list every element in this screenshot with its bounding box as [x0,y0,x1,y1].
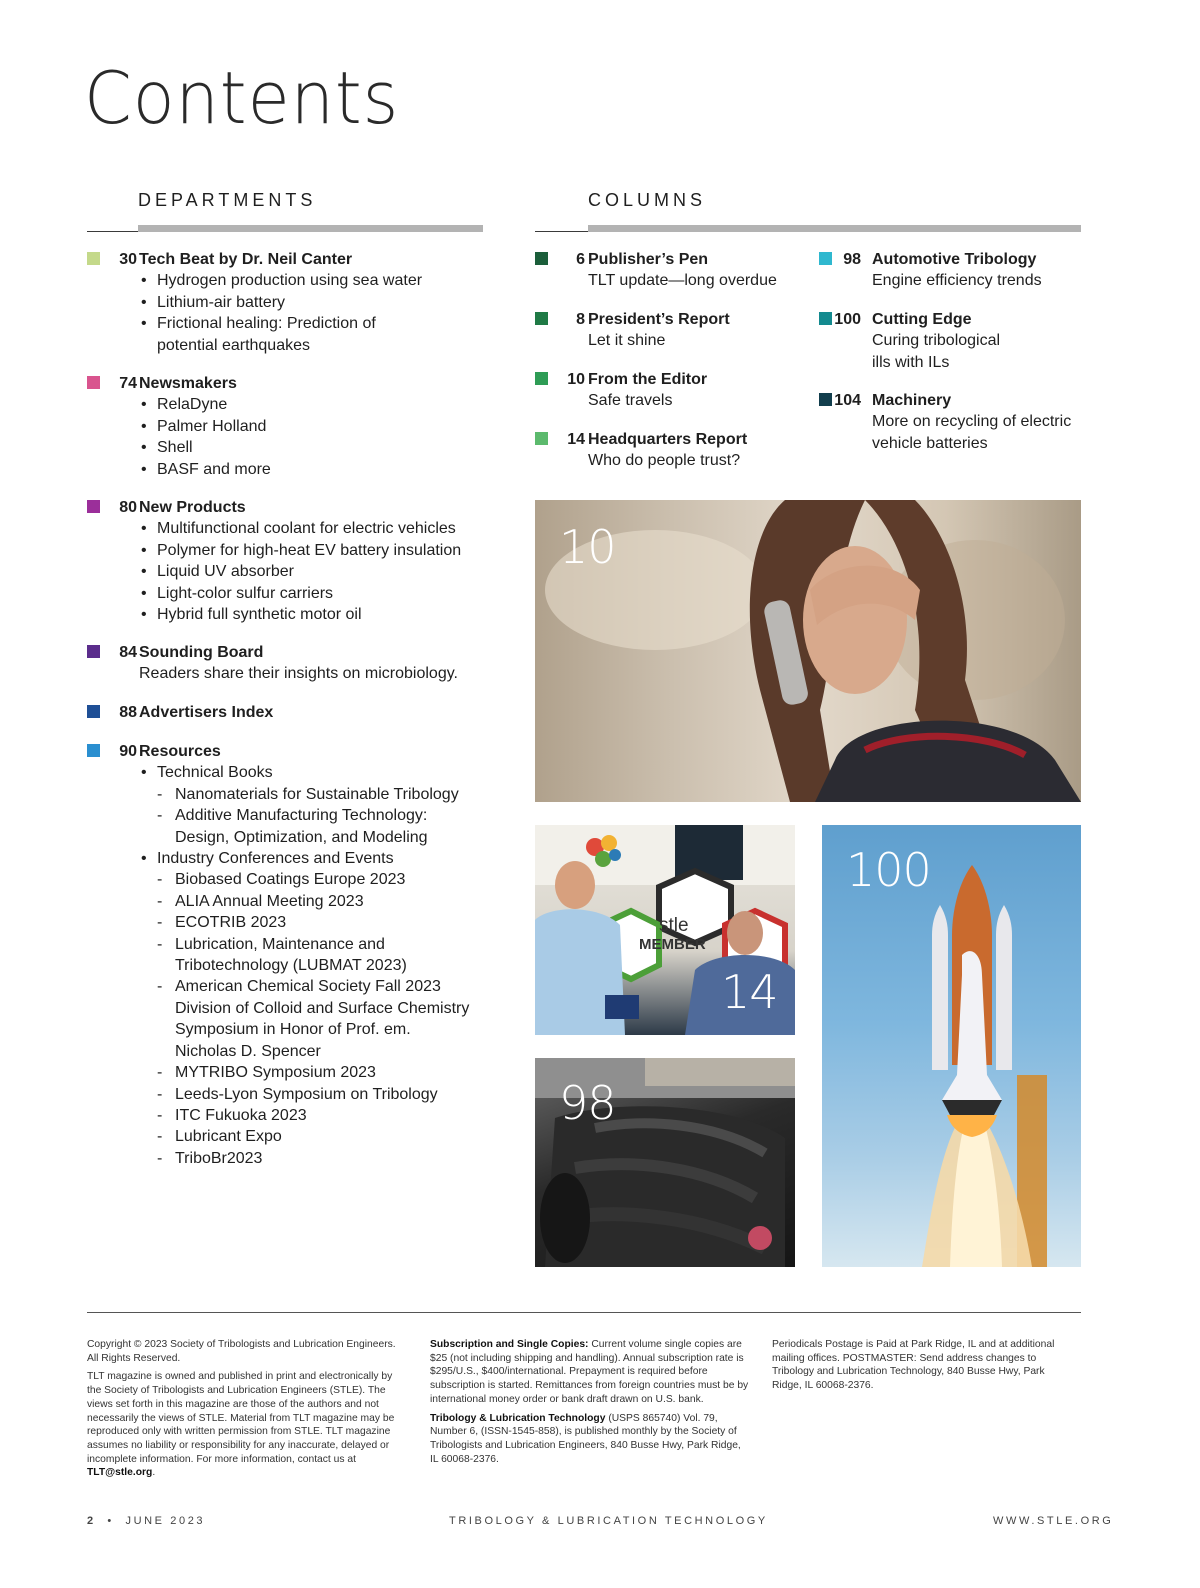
photo-page-number: 100 [846,843,931,897]
departments-rule-bar [138,225,483,232]
department-entry-tech-beat[interactable] [87,249,487,356]
sub-list-item-continued: Nicholas D. Spencer [175,1042,321,1060]
page-number: 98 [843,251,861,268]
page-number: 8 [576,311,585,328]
entry-description: More on recycling of electric [872,413,1072,431]
page-number: 80 [119,499,137,516]
sub-list-item: - Additive Manufacturing Technology: [139,805,487,826]
entry-description: Curing tribological [872,332,1001,350]
color-swatch [819,252,832,265]
sub-list-item: - Biobased Coatings Europe 2023 [139,869,487,890]
subscription-info [430,1338,750,1471]
folio-left [87,1515,205,1527]
list-item: • Shell [139,437,487,458]
list-item: • Hydrogen production using sea water [139,270,487,291]
entry-title: Publisher’s Pen [588,251,709,268]
color-swatch [87,744,100,757]
entry-title: Tech Beat by Dr. Neil Canter [139,251,353,268]
color-swatch [535,372,548,385]
photo-engine-bay [535,1058,795,1267]
department-entry-new-products[interactable] [87,497,487,625]
folio-magazine-name: TRIBOLOGY & LUBRICATION TECHNOLOGY [449,1515,768,1527]
entry-description: ills with ILs [872,353,950,371]
copyright-line: Copyright © 2023 Society of Tribologists and Lubrication Engineers. All Rights Reserved. [87,1339,396,1364]
page-number: 14 [567,431,585,448]
column-entry-from-the-editor[interactable] [535,369,795,412]
color-swatch [819,393,832,406]
copyright-body: TLT magazine is owned and published in print and electronically by the Society of Tribologists and Lubrication Engineers (STLE). The views set forth in this magazine are those of the authors and not necessarily the views of STLE. Material from TLT magazine may be reproduced only with written permission from STLE. TLT magazine assumes no liability or responsibility for any inaccurate, delayed or incomplete information. For more information, contact us at TLT@stle.org. [87,1371,395,1479]
color-swatch [535,312,548,325]
entry-title: Headquarters Report [588,431,748,448]
list-item: • Polymer for high-heat EV battery insulation [139,540,487,561]
department-entry-resources[interactable] [87,741,487,1169]
entry-description: Readers share their insights on microbiology. [139,665,458,683]
list-item: • Lithium-air battery [139,292,487,313]
member-sign-text: MEMBER [639,936,706,953]
page-number: 74 [119,375,137,392]
sub-list-item: - MYTRIBO Symposium 2023 [139,1062,487,1083]
entry-title: Automotive Tribology [872,251,1037,268]
entry-description: TLT update—long overdue [588,272,777,290]
color-swatch [87,252,100,265]
list-item: • RelaDyne [139,394,487,415]
list-item: • Technical Books [139,762,487,783]
page-number: 30 [119,251,137,268]
entry-title: From the Editor [588,371,708,388]
entry-description: Let it shine [588,332,666,350]
columns-heading: COLUMNS [588,190,707,210]
entry-title: Resources [139,743,221,760]
list-item: • Liquid UV absorber [139,561,487,582]
color-swatch [87,645,100,658]
woman-illustration [535,500,1081,802]
column-entry-presidents-report[interactable] [535,309,795,352]
column-entry-cutting-edge[interactable] [819,309,1081,373]
sub-list-item-continued: Division of Colloid and Surface Chemistry [175,999,470,1017]
entry-title: Advertisers Index [139,704,274,721]
copyright-body-text: TLT magazine is owned and published in print and electronically by the Society of Tribologists and Lubrication Engineers (STLE). The views set forth in this magazine are those of the authors and not necessarily the views of STLE. Material from TLT magazine may be reproduced only with written permission from STLE. TLT magazine assumes no liability or responsibility for any inaccurate, delayed or incomplete information. For more information, contact us at [87,1371,395,1465]
publication-paragraph [430,1412,750,1467]
color-swatch [535,252,548,265]
sub-list-item-continued: Symposium in Honor of Prof. em. [175,1021,411,1039]
folio-separator: • [107,1515,114,1527]
page-number: 6 [576,251,585,268]
publication-label: Tribology & Lubrication Technology [430,1412,606,1424]
sub-list-item: - ITC Fukuoka 2023 [139,1105,487,1126]
photo-woman-on-phone [535,500,1081,802]
entry-description: Who do people trust? [588,452,741,470]
column-entry-machinery[interactable] [819,390,1081,454]
page-number: 10 [567,371,585,388]
list-item: • Hybrid full synthetic motor oil [139,604,487,625]
color-swatch [87,376,100,389]
entry-description: Engine efficiency trends [872,272,1042,290]
color-swatch [535,432,548,445]
list-item: • Multifunctional coolant for electric vehicles [139,518,487,539]
stle-sign-text: stle [659,915,689,936]
page-number: 84 [119,644,137,661]
color-swatch [87,705,100,718]
columns-rule-bar [588,225,1081,232]
departments-heading: DEPARTMENTS [138,190,317,210]
subscription-paragraph [430,1338,750,1407]
page-title: Contents [84,56,400,140]
postage-info [772,1338,1072,1398]
sub-list-item: - Leeds-Lyon Symposium on Tribology [139,1084,487,1105]
page-number: 88 [119,704,137,721]
column-entry-publishers-pen[interactable] [535,249,795,292]
column-entry-headquarters-report[interactable] [535,429,795,472]
folio-website[interactable]: WWW.STLE.ORG [993,1515,1114,1527]
list-item-continued: potential earthquakes [157,336,310,354]
sub-list-item: - Nanomaterials for Sustainable Tribology [139,784,487,805]
entry-description: vehicle batteries [872,434,988,452]
page-number: 104 [834,392,861,409]
color-swatch [819,312,832,325]
list-item: • Frictional healing: Prediction of [139,313,487,334]
photo-page-number: 14 [721,965,778,1019]
column-entry-automotive-tribology[interactable] [819,249,1081,292]
subscription-text: Current volume single copies are $25 (not including shipping and handling). Annual subscription rate is $295/U.S., $400/international. Prepayment is required before subscription is started. Remittances from foreign countries must be by international money order or bank draft drawn on U.S. bank. [430,1339,749,1405]
department-entry-advertisers-index[interactable] [87,702,487,723]
entry-title: Machinery [872,392,952,409]
sub-list-item: - ECOTRIB 2023 [139,912,487,933]
entry-title: Cutting Edge [872,311,972,328]
entry-title: President’s Report [588,311,730,328]
entry-description: Safe travels [588,392,673,410]
footer-rule [87,1312,1081,1313]
page-number: 90 [119,743,137,760]
sub-list-item-continued: Tribotechnology (LUBMAT 2023) [175,957,407,975]
entry-title: New Products [139,499,246,516]
subscription-label: Subscription and Single Copies: [430,1339,589,1350]
department-entry-sounding-board[interactable] [87,642,487,685]
sub-list-item: - ALIA Annual Meeting 2023 [139,891,487,912]
photo-stle-conference [535,825,795,1035]
sub-list-item-continued: Design, Optimization, and Modeling [175,828,428,846]
page-number: 100 [834,311,861,328]
publication-text: (USPS 865740) Vol. 79, Number 6, (ISSN-1545-858), is published monthly by the Society of Tribologists and Lubrication Engineers, 840 Busse Hwy, Park Ridge, IL 60068-2376. [430,1412,741,1465]
list-item: • Palmer Holland [139,416,487,437]
photo-page-number: 10 [559,520,616,574]
sub-list-item: - American Chemical Society Fall 2023 [139,976,487,997]
copyright-notice [87,1338,407,1485]
postage-text: Periodicals Postage is Paid at Park Ridge, IL and at additional mailing offices. POSTMASTER: Send address changes to Tribology and Lubrication Technology, 840 Busse Hwy, Park Ridge, IL 60068-2376. [772,1339,1055,1392]
sub-list-item: - Lubrication, Maintenance and [139,934,487,955]
entry-title: Newsmakers [139,375,237,392]
photo-space-shuttle-launch [822,825,1081,1267]
photo-page-number: 98 [559,1076,616,1130]
list-item: • BASF and more [139,459,487,480]
sub-list-item: - TriboBr2023 [139,1148,487,1169]
list-item: • Industry Conferences and Events [139,848,487,869]
entry-title: Sounding Board [139,644,264,661]
folio-page-number: 2 [87,1515,96,1527]
color-swatch [87,500,100,513]
list-item: • Light-color sulfur carriers [139,583,487,604]
department-entry-newsmakers[interactable] [87,373,487,480]
contact-email-link[interactable]: TLT@stle.org [87,1467,153,1479]
sub-list-item: - Lubricant Expo [139,1126,487,1147]
folio-date: JUNE 2023 [125,1515,206,1527]
